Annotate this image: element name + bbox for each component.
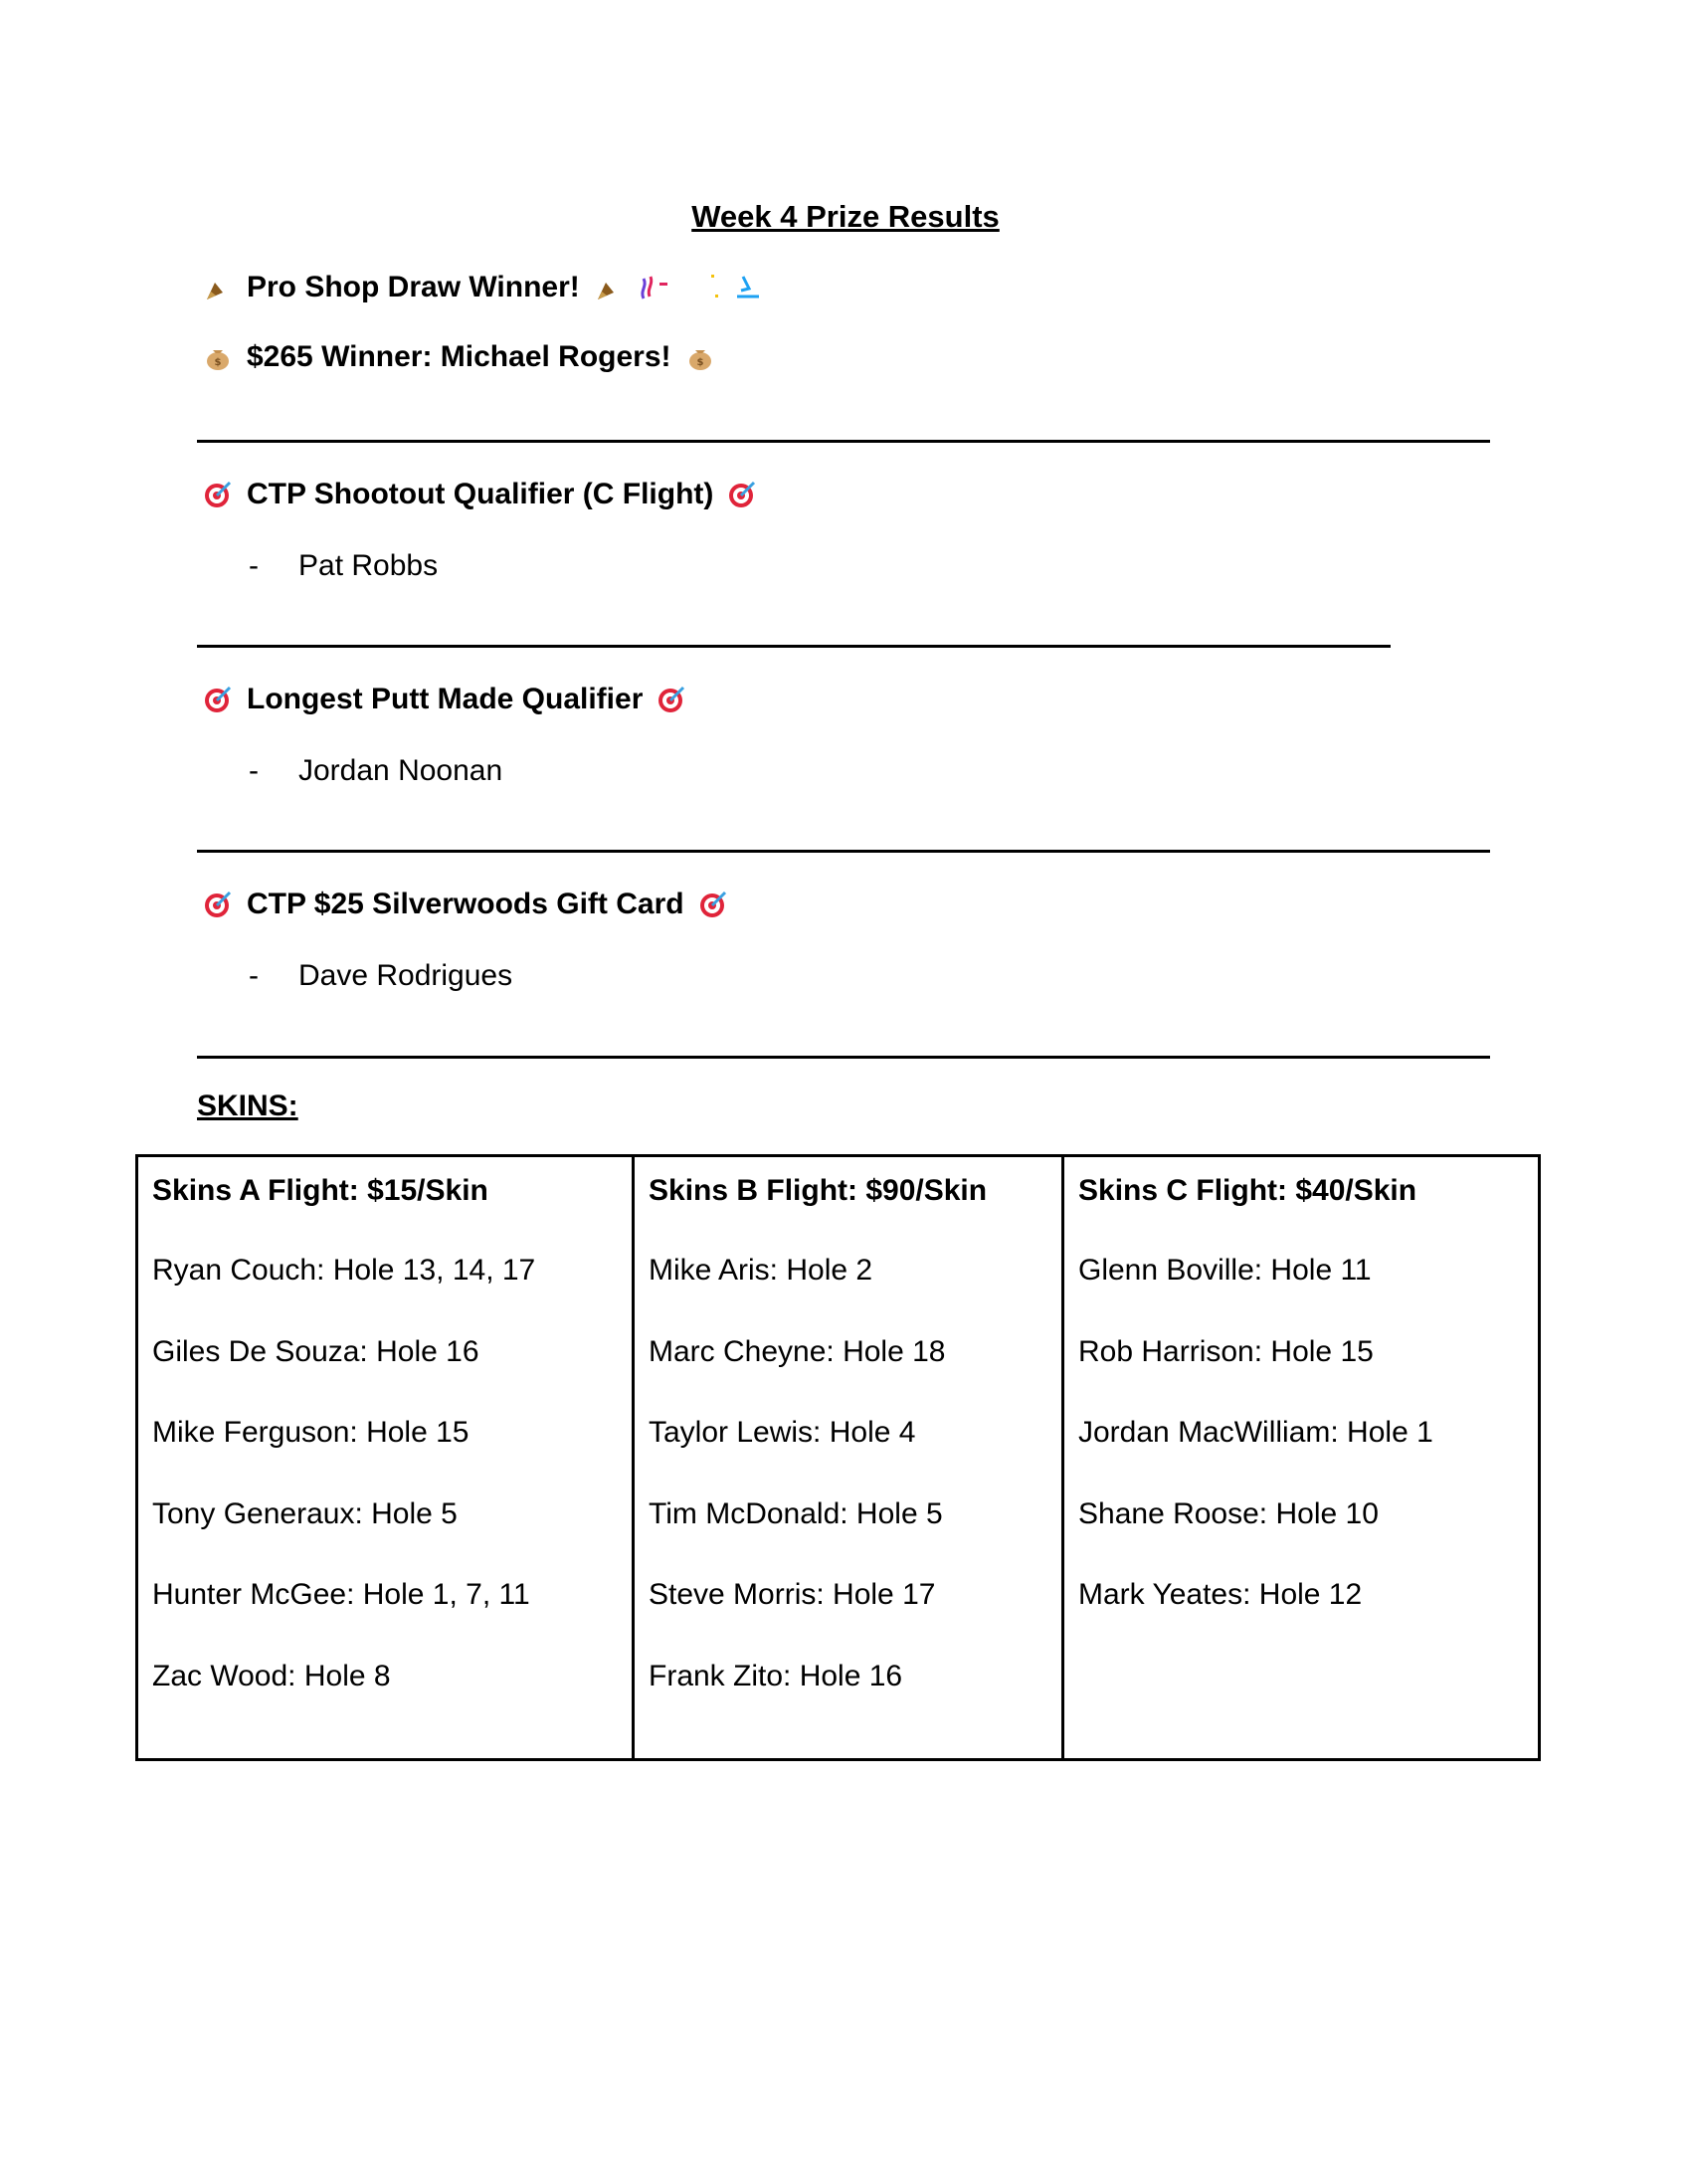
list-item: Glenn Boville: Hole 11	[1078, 1254, 1372, 1287]
section-heading-row	[203, 478, 757, 511]
pro-shop-heading: Pro Shop Draw Winner!	[247, 271, 580, 303]
money-bag-icon	[685, 342, 715, 372]
column-header: Skins B Flight: $90/Skin	[649, 1174, 988, 1207]
list-item: Jordan MacWilliam: Hole 1	[1078, 1416, 1433, 1449]
list-item: Marc Cheyne: Hole 18	[649, 1334, 946, 1368]
direct-hit-icon	[203, 890, 233, 919]
skins-column-a	[138, 1157, 632, 1758]
section-winner-row	[249, 959, 512, 993]
pro-shop-heading-row	[203, 271, 767, 304]
svg-text:$: $	[696, 357, 704, 368]
section-winner: Jordan Noonan	[298, 754, 503, 787]
section-winner-row	[249, 754, 502, 788]
direct-hit-icon	[657, 685, 686, 714]
page-title: Week 4 Prize Results	[691, 199, 1000, 234]
section-winner: Pat Robbs	[298, 549, 439, 582]
section-heading: Longest Putt Made Qualifier	[247, 683, 644, 715]
confetti-icon	[638, 271, 767, 304]
skins-label: SKINS:	[197, 1090, 298, 1122]
list-item: Ryan Couch: Hole 13, 14, 17	[152, 1254, 536, 1287]
money-bag-icon	[203, 342, 233, 372]
list-item: Shane Roose: Hole 10	[1078, 1496, 1379, 1530]
list-item: Giles De Souza: Hole 16	[152, 1334, 479, 1368]
list-item: Steve Morris: Hole 17	[649, 1578, 936, 1611]
party-popper-icon	[203, 273, 233, 302]
pro-shop-winner: $265 Winner: Michael Rogers!	[247, 340, 671, 373]
list-item: Hunter McGee: Hole 1, 7, 11	[152, 1578, 530, 1611]
direct-hit-icon	[727, 480, 757, 509]
divider	[197, 1056, 1490, 1059]
list-dash: -	[249, 754, 259, 787]
skins-column-b	[632, 1157, 1061, 1758]
list-item: Tim McDonald: Hole 5	[649, 1496, 943, 1530]
list-dash: -	[249, 549, 259, 582]
divider	[197, 850, 1490, 853]
section-heading: CTP $25 Silverwoods Gift Card	[247, 888, 684, 920]
list-item: Tony Generaux: Hole 5	[152, 1496, 458, 1530]
section-heading-row	[203, 888, 728, 921]
list-item: Taylor Lewis: Hole 4	[649, 1416, 916, 1449]
list-dash: -	[249, 959, 259, 992]
pro-shop-winner-row	[203, 340, 715, 374]
list-item: Mike Aris: Hole 2	[649, 1254, 873, 1287]
section-winner-row	[249, 549, 438, 583]
direct-hit-icon	[203, 480, 233, 509]
section-winner: Dave Rodrigues	[298, 959, 513, 992]
column-header: Skins A Flight: $15/Skin	[152, 1174, 488, 1207]
section-heading-row	[203, 683, 686, 716]
party-popper-icon	[594, 273, 624, 302]
svg-text:$: $	[214, 357, 222, 368]
list-item: Rob Harrison: Hole 15	[1078, 1334, 1374, 1368]
list-item: Zac Wood: Hole 8	[152, 1659, 391, 1692]
skins-table	[135, 1154, 1541, 1761]
divider	[197, 440, 1490, 443]
divider	[197, 645, 1391, 648]
list-item: Mark Yeates: Hole 12	[1078, 1578, 1363, 1611]
list-item: Frank Zito: Hole 16	[649, 1659, 903, 1692]
column-header: Skins C Flight: $40/Skin	[1078, 1174, 1417, 1207]
skins-column-c	[1061, 1157, 1538, 1758]
list-item: Mike Ferguson: Hole 15	[152, 1416, 470, 1449]
direct-hit-icon	[203, 685, 233, 714]
direct-hit-icon	[698, 890, 728, 919]
section-heading: CTP Shootout Qualifier (C Flight)	[247, 478, 714, 510]
